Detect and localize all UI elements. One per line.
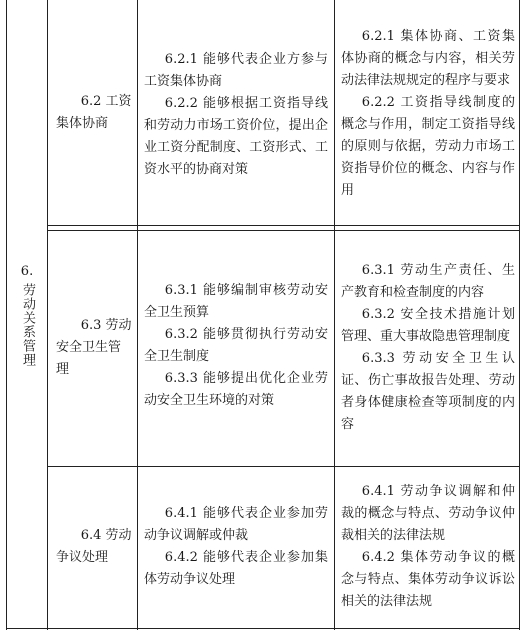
subcategory-title: 6.4 劳动争议处理 (56, 528, 132, 565)
knowledge-cell (335, 232, 519, 464)
knowledge-item: 6.2.1 集体协商、工资集体协商的概念与内容，相关劳动法律法规规定的程序与要求 (341, 29, 515, 88)
skill-cell (138, 468, 334, 626)
knowledge-item: 6.3.1 劳动生产责任、生产教育和检查制度的内容 (341, 263, 515, 300)
knowledge-item: 6.3.3 劳动安全卫生认证、伤亡事故报告处理、劳动者身体健康检查等项制度的内容 (341, 351, 515, 432)
category-number: 6. (20, 264, 34, 279)
knowledge-item: 6.3.2 安全技术措施计划管理、重大事故隐患管理制度 (341, 307, 515, 344)
knowledge-item: 6.4.2 集体劳动争议的概念与特点、集体劳动争议诉讼相关的法律法规 (341, 550, 515, 609)
skill-item: 6.2.2 能够根据工资指导线和劳动力市场工资价位，提出企业工资分配制度、工资形式、工资水平的协商对策 (144, 96, 328, 177)
skill-item: 6.3.1 能够编制审核劳动安全卫生预算 (144, 283, 328, 320)
skill-cell (138, 30, 334, 200)
knowledge-cell (335, 4, 519, 224)
subcategory-cell (48, 232, 137, 464)
category-name: 劳动关系管理 (20, 283, 35, 367)
category-cell (7, 0, 47, 630)
row-divider (47, 466, 520, 467)
skill-item: 6.3.2 能够贯彻执行劳动安全卫生制度 (144, 327, 328, 364)
subcategory-cell (48, 8, 137, 218)
skill-item: 6.4.1 能够代表企业参加劳动争议调解或仲裁 (144, 506, 328, 543)
table-border-right (519, 0, 520, 630)
skill-item: 6.2.1 能够代表企业方参与工资集体协商 (144, 52, 328, 89)
skill-item: 6.4.2 能够代表企业参加集体劳动争议处理 (144, 550, 328, 587)
knowledge-item: 6.2.2 工资指导线制度的概念与作用，制定工资指导线的原则与依据，劳动力市场工资指导价位的概念、内容与作用 (341, 95, 515, 198)
knowledge-cell (335, 468, 519, 626)
skill-cell (138, 238, 334, 454)
subcategory-title: 6.3 劳动安全卫生管理 (56, 318, 132, 377)
table-border-bottom (6, 628, 520, 629)
skill-item: 6.3.3 能够提出优化企业劳动安全卫生环境的对策 (144, 371, 328, 408)
subcategory-title: 6.2 工资集体协商 (56, 94, 132, 131)
row-divider (47, 230, 520, 231)
knowledge-item: 6.4.1 劳动争议调解和仲裁的概念与特点、劳动争议仲裁相关的法律法规 (341, 484, 515, 543)
row-divider (47, 225, 520, 226)
subcategory-cell (48, 468, 137, 626)
